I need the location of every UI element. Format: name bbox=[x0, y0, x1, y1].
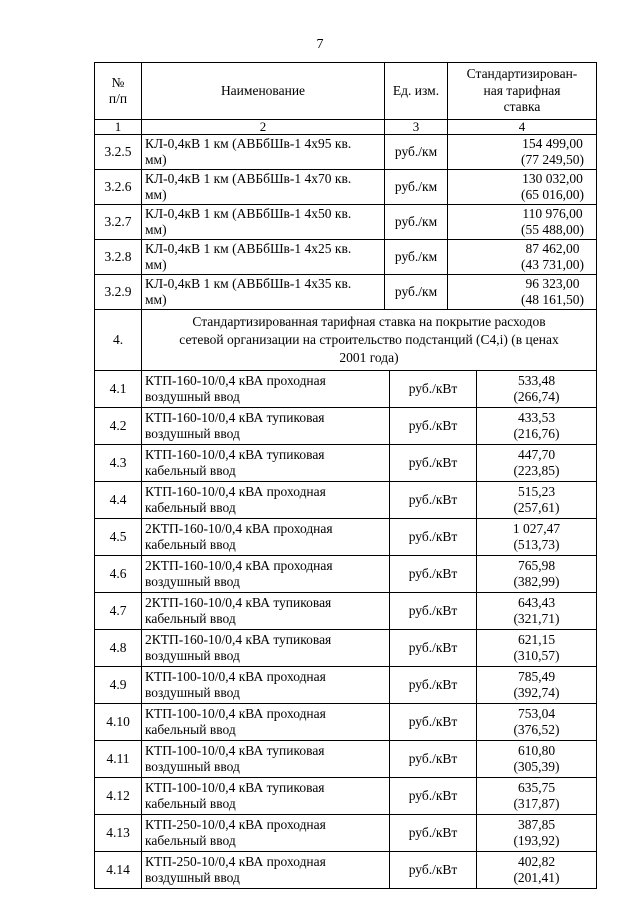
row-name bbox=[142, 667, 390, 703]
table-row bbox=[95, 408, 597, 445]
row-unit: руб./км bbox=[385, 205, 448, 240]
row-unit: руб./кВт bbox=[390, 852, 477, 888]
row-inner bbox=[142, 519, 597, 556]
row-name bbox=[142, 408, 390, 444]
row-number: 3.2.6 bbox=[95, 170, 142, 205]
row-rate-value: 1 027,47 bbox=[512, 520, 561, 536]
row-name-line: КТП-100-10/0,4 кВА проходная bbox=[145, 668, 326, 684]
row-rate bbox=[477, 667, 597, 703]
row-rate bbox=[448, 205, 597, 240]
row-name-line: воздушный ввод bbox=[145, 685, 240, 700]
row-rate-base-value: (55 488,00) bbox=[521, 222, 584, 237]
row-name bbox=[142, 556, 390, 592]
row-rate-base-value: (321,71) bbox=[513, 611, 560, 626]
row-name bbox=[142, 852, 390, 888]
row-unit: руб./кВт bbox=[390, 778, 477, 814]
row-unit: руб./кВт bbox=[390, 519, 477, 555]
row-rate bbox=[477, 704, 597, 740]
row-rate-value: 621,15 bbox=[517, 631, 556, 647]
row-unit: руб./кВт bbox=[390, 593, 477, 629]
row-inner bbox=[142, 852, 597, 889]
header-unit: Ед. изм. bbox=[385, 63, 448, 120]
row-rate bbox=[477, 630, 597, 666]
index-cell: 4 bbox=[448, 120, 597, 135]
row-name-line: КТП-160-10/0,4 кВА проходная bbox=[145, 372, 326, 388]
row-rate-value: 785,49 bbox=[517, 668, 556, 684]
row-rate-value: 387,85 bbox=[517, 816, 556, 832]
row-rate-value: 765,98 bbox=[517, 557, 556, 573]
row-rate bbox=[477, 593, 597, 629]
row-inner bbox=[142, 667, 597, 704]
row-name-line: КЛ-0,4кВ 1 км (АВБбШв-1 4х70 кв. bbox=[145, 170, 352, 186]
table-row bbox=[95, 667, 597, 704]
row-number: 4.8 bbox=[95, 630, 142, 667]
row-rate-value: 87 462,00 bbox=[525, 240, 580, 256]
row-name-line: КТП-160-10/0,4 кВА тупиковая bbox=[145, 409, 325, 425]
index-row bbox=[95, 120, 597, 135]
row-rate bbox=[477, 408, 597, 444]
row-rate-value: 447,70 bbox=[517, 446, 556, 462]
header-number bbox=[95, 63, 142, 120]
row-number: 3.2.5 bbox=[95, 135, 142, 170]
row-rate-base-value: (43 731,00) bbox=[521, 257, 584, 272]
row-name-line: кабельный ввод bbox=[145, 611, 236, 626]
row-name-line: КТП-160-10/0,4 кВА тупиковая bbox=[145, 446, 325, 462]
row-number: 4.13 bbox=[95, 815, 142, 852]
row-rate-base-value: (216,76) bbox=[513, 426, 560, 441]
row-rate-value: 533,48 bbox=[517, 372, 556, 388]
row-rate bbox=[477, 815, 597, 851]
header-number-line: № bbox=[111, 74, 125, 90]
row-rate-base-value: (193,92) bbox=[513, 833, 560, 848]
row-name-line: мм) bbox=[145, 187, 167, 202]
header-number-line: п/п bbox=[108, 91, 128, 106]
table-row bbox=[95, 519, 597, 556]
row-unit: руб./км bbox=[385, 135, 448, 170]
row-rate bbox=[477, 482, 597, 518]
header-rate-line: ставка bbox=[503, 99, 541, 115]
row-rate bbox=[448, 135, 597, 170]
row-name-line: кабельный ввод bbox=[145, 500, 236, 515]
row-name bbox=[142, 630, 390, 666]
table-row bbox=[95, 704, 597, 741]
row-rate-base-value: (376,52) bbox=[513, 722, 560, 737]
row-unit: руб./кВт bbox=[390, 667, 477, 703]
row-unit: руб./км bbox=[385, 240, 448, 275]
table-row bbox=[95, 170, 597, 205]
page-number: 7 bbox=[316, 37, 324, 52]
row-name bbox=[142, 815, 390, 851]
row-unit: руб./км bbox=[385, 170, 448, 205]
row-unit: руб./кВт bbox=[390, 815, 477, 851]
row-name-line: мм) bbox=[145, 292, 167, 307]
row-rate-value: 635,75 bbox=[517, 779, 556, 795]
row-name-line: КТП-160-10/0,4 кВА проходная bbox=[145, 483, 326, 499]
index-cell: 2 bbox=[142, 120, 385, 135]
row-name-line: кабельный ввод bbox=[145, 463, 236, 478]
table-row bbox=[95, 815, 597, 852]
row-unit: руб./кВт bbox=[390, 741, 477, 777]
row-number: 4.3 bbox=[95, 445, 142, 482]
row-number: 4.9 bbox=[95, 667, 142, 704]
row-name bbox=[142, 741, 390, 777]
row-name-line: мм) bbox=[145, 222, 167, 237]
row-rate-value: 753,04 bbox=[517, 705, 556, 721]
row-rate bbox=[477, 371, 597, 407]
row-rate bbox=[477, 445, 597, 481]
table-row bbox=[95, 371, 597, 408]
section-number: 4. bbox=[95, 310, 142, 371]
row-unit: руб./кВт bbox=[390, 482, 477, 518]
row-rate-base-value: (266,74) bbox=[513, 389, 560, 404]
row-inner bbox=[142, 371, 597, 408]
row-rate-base-value: (305,39) bbox=[513, 759, 560, 774]
row-name-line: 2КТП-160-10/0,4 кВА тупиковая bbox=[145, 631, 332, 647]
row-rate bbox=[477, 556, 597, 592]
row-rate-base-value: (77 249,50) bbox=[521, 152, 584, 167]
section-title bbox=[142, 310, 597, 371]
section-title-line: 2001 года) bbox=[339, 350, 399, 365]
row-inner bbox=[142, 815, 597, 852]
row-name bbox=[142, 704, 390, 740]
row-number: 4.6 bbox=[95, 556, 142, 593]
row-name-line: воздушный ввод bbox=[145, 426, 240, 441]
row-name bbox=[142, 240, 385, 275]
table-row bbox=[95, 445, 597, 482]
table-row bbox=[95, 630, 597, 667]
row-rate-base-value: (392,74) bbox=[513, 685, 560, 700]
row-rate bbox=[448, 240, 597, 275]
table-row bbox=[95, 852, 597, 889]
row-name-line: воздушный ввод bbox=[145, 574, 240, 589]
row-number: 4.14 bbox=[95, 852, 142, 889]
row-name-line: КЛ-0,4кВ 1 км (АВБбШв-1 4х25 кв. bbox=[145, 240, 352, 256]
table-row bbox=[95, 556, 597, 593]
row-name-line: КЛ-0,4кВ 1 км (АВБбШв-1 4х35 кв. bbox=[145, 275, 352, 291]
row-rate-value: 610,80 bbox=[517, 742, 556, 758]
row-rate-value: 96 323,00 bbox=[525, 275, 580, 291]
row-rate-value: 433,53 bbox=[517, 409, 556, 425]
row-number: 4.10 bbox=[95, 704, 142, 741]
row-name bbox=[142, 519, 390, 555]
row-name-line: мм) bbox=[145, 152, 167, 167]
row-name-line: КТП-250-10/0,4 кВА проходная bbox=[145, 853, 326, 869]
row-unit: руб./км bbox=[385, 275, 448, 310]
row-name bbox=[142, 275, 385, 310]
row-name-line: кабельный ввод bbox=[145, 722, 236, 737]
row-name-line: мм) bbox=[145, 257, 167, 272]
table-row bbox=[95, 135, 597, 170]
row-name bbox=[142, 170, 385, 205]
row-rate bbox=[477, 741, 597, 777]
header-name: Наименование bbox=[142, 63, 385, 120]
row-number: 4.7 bbox=[95, 593, 142, 630]
row-name bbox=[142, 205, 385, 240]
row-name-line: воздушный ввод bbox=[145, 759, 240, 774]
row-unit: руб./кВт bbox=[390, 704, 477, 740]
row-name bbox=[142, 482, 390, 518]
table-row bbox=[95, 482, 597, 519]
row-name-line: 2КТП-160-10/0,4 кВА проходная bbox=[145, 520, 333, 536]
row-rate-base-value: (513,73) bbox=[513, 537, 560, 552]
row-number: 3.2.8 bbox=[95, 240, 142, 275]
row-name-line: КЛ-0,4кВ 1 км (АВБбШв-1 4х50 кв. bbox=[145, 205, 352, 221]
row-name bbox=[142, 371, 390, 407]
row-rate-value: 402,82 bbox=[517, 853, 556, 869]
row-rate bbox=[477, 519, 597, 555]
header-rate-line: Стандартизирован- bbox=[466, 66, 578, 82]
row-name-line: кабельный ввод bbox=[145, 833, 236, 848]
table-row bbox=[95, 778, 597, 815]
table-row bbox=[95, 741, 597, 778]
section-title-line: сетевой организации на строительство подстанций (С4,i) (в ценах bbox=[179, 332, 559, 347]
table-row bbox=[95, 205, 597, 240]
row-number: 4.11 bbox=[95, 741, 142, 778]
row-inner bbox=[142, 741, 597, 778]
row-unit: руб./кВт bbox=[390, 556, 477, 592]
row-rate-value: 515,23 bbox=[517, 483, 556, 499]
row-rate-value: 130 032,00 bbox=[522, 170, 583, 186]
row-rate-base-value: (317,87) bbox=[513, 796, 560, 811]
table-row bbox=[95, 275, 597, 310]
section-title-line: Стандартизированная тарифная ставка на покрытие расходов bbox=[192, 314, 546, 329]
row-number: 4.4 bbox=[95, 482, 142, 519]
index-cell: 3 bbox=[385, 120, 448, 135]
header-rate-line: ная тарифная bbox=[483, 82, 561, 98]
row-number: 3.2.9 bbox=[95, 275, 142, 310]
row-name bbox=[142, 593, 390, 629]
row-number: 3.2.7 bbox=[95, 205, 142, 240]
row-rate-value: 643,43 bbox=[517, 594, 556, 610]
row-inner bbox=[142, 704, 597, 741]
row-unit: руб./кВт bbox=[390, 408, 477, 444]
row-inner bbox=[142, 593, 597, 630]
row-rate-value: 154 499,00 bbox=[522, 135, 583, 151]
row-rate-base-value: (223,85) bbox=[513, 463, 560, 478]
row-rate bbox=[448, 275, 597, 310]
row-number: 4.5 bbox=[95, 519, 142, 556]
table-row bbox=[95, 240, 597, 275]
row-number: 4.1 bbox=[95, 371, 142, 408]
row-name-line: воздушный ввод bbox=[145, 870, 240, 885]
index-cell: 1 bbox=[95, 120, 142, 135]
row-name-line: 2КТП-160-10/0,4 кВА тупиковая bbox=[145, 594, 332, 610]
row-name-line: КТП-100-10/0,4 кВА тупиковая bbox=[145, 742, 325, 758]
row-rate-base-value: (65 016,00) bbox=[521, 187, 584, 202]
row-inner bbox=[142, 778, 597, 815]
row-name-line: КТП-250-10/0,4 кВА проходная bbox=[145, 816, 326, 832]
header-rate bbox=[448, 63, 597, 120]
row-name-line: воздушный ввод bbox=[145, 648, 240, 663]
row-unit: руб./кВт bbox=[390, 630, 477, 666]
row-inner bbox=[142, 408, 597, 445]
row-rate-value: 110 976,00 bbox=[522, 205, 583, 221]
row-rate-base-value: (201,41) bbox=[513, 870, 560, 885]
row-rate bbox=[448, 170, 597, 205]
row-name-line: КЛ-0,4кВ 1 км (АВБбШв-1 4х95 кв. bbox=[145, 135, 352, 151]
row-name-line: 2КТП-160-10/0,4 кВА проходная bbox=[145, 557, 333, 573]
row-name-line: КТП-100-10/0,4 кВА проходная bbox=[145, 705, 326, 721]
row-rate-base-value: (382,99) bbox=[513, 574, 560, 589]
row-rate bbox=[477, 852, 597, 888]
header-row bbox=[95, 63, 597, 120]
row-name bbox=[142, 778, 390, 814]
row-name-line: кабельный ввод bbox=[145, 537, 236, 552]
row-inner bbox=[142, 482, 597, 519]
row-rate-base-value: (257,61) bbox=[513, 500, 560, 515]
section-row bbox=[95, 310, 597, 371]
row-unit: руб./кВт bbox=[390, 445, 477, 481]
row-name-line: воздушный ввод bbox=[145, 389, 240, 404]
row-name-line: КТП-100-10/0,4 кВА тупиковая bbox=[145, 779, 325, 795]
row-number: 4.12 bbox=[95, 778, 142, 815]
row-rate-base-value: (310,57) bbox=[513, 648, 560, 663]
table-row bbox=[95, 593, 597, 630]
row-inner bbox=[142, 445, 597, 482]
row-name bbox=[142, 445, 390, 481]
tariff-table-body bbox=[95, 63, 597, 889]
row-number: 4.2 bbox=[95, 408, 142, 445]
row-unit: руб./кВт bbox=[390, 371, 477, 407]
row-inner bbox=[142, 556, 597, 593]
tariff-table bbox=[94, 62, 597, 889]
row-inner bbox=[142, 630, 597, 667]
row-name bbox=[142, 135, 385, 170]
row-rate-base-value: (48 161,50) bbox=[521, 292, 584, 307]
row-name-line: кабельный ввод bbox=[145, 796, 236, 811]
row-rate bbox=[477, 778, 597, 814]
